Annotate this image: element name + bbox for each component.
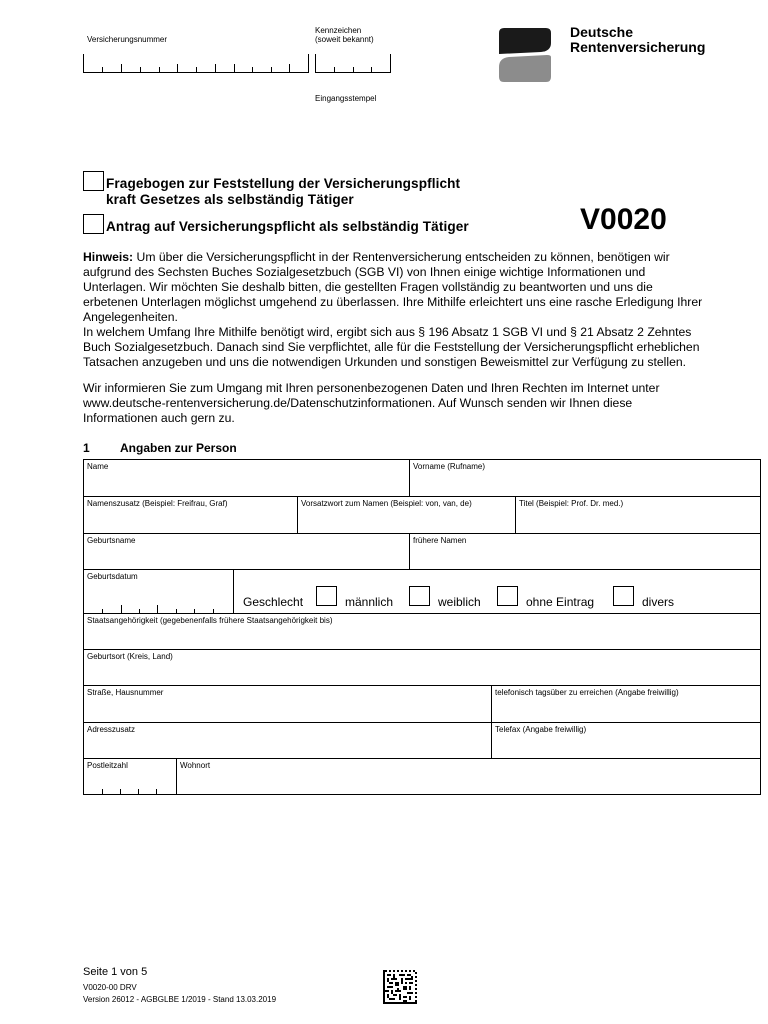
geschlecht-row [234,570,760,614]
intro-paragraph-1 [83,250,763,370]
personal-data-form [83,459,761,795]
intro-line-1 [83,250,763,265]
privacy-line: Wir informieren Sie zum Umgang mit Ihren personenbezogenen Daten und Ihren Rechten im Internet unter [83,381,660,395]
vorname-field[interactable] [410,460,760,497]
drv-logo [497,27,553,83]
postleitzahl-label: Postleitzahl [87,761,128,770]
intro-line: Angelegenheiten. [83,310,178,324]
ohne-eintrag-label: ohne Eintrag [526,595,595,609]
namenszusatz-field[interactable] [84,497,298,534]
logo-line-2: Rentenversicherung [570,39,706,55]
intro-line: Unterlagen. Wir möchten Sie deshalb bitten, die gestellten Fragen vollständig zu beantworten und uns die [83,280,653,294]
drv-logo-icon [497,27,553,83]
telefon-field[interactable] [492,686,760,723]
intro-line: In welchem Umfang Ihre Mithilfe benötigt wird, ergibt sich aus § 196 Absatz 1 SGB VI und § 21 Absatz 2 Zehntes [83,325,692,339]
geschlecht-label: Geschlecht [243,595,304,609]
weiblich-label: weiblich [438,595,481,609]
wohnort-label: Wohnort [180,761,211,770]
ohne-eintrag-checkbox[interactable] [497,586,518,606]
versicherungsnummer-field[interactable] [83,54,309,73]
geburtsdatum-comb [84,600,232,614]
telefax-label: Telefax (Angabe freiwillig) [495,725,587,734]
adresszusatz-label: Adresszusatz [87,725,136,734]
maennlich-label: männlich [345,595,394,609]
section-1-number: 1 [83,441,90,455]
geburtsdatum-field[interactable] [84,570,234,614]
name-label: Name [87,462,109,471]
geburtsort-field[interactable] [84,650,760,686]
form-id: V0020-00 DRV [83,983,137,992]
fragebogen-title [106,176,460,208]
wohnort-field[interactable] [177,759,760,794]
vorname-label: Vorname (Rufname) [413,462,486,471]
titel-field[interactable] [516,497,760,534]
privacy-line: www.deutsche-rentenversicherung.de/Datenschutzinformationen. Auf Wunsch senden wir Ihnen diese [83,396,633,410]
intro-line: Buch Sozialgesetzbuch. Danach sind Sie verpflichtet, alle für die Feststellung der Versicherungspflicht erheblichen [83,340,700,354]
fragebogen-title-line-2: kraft Gesetzes als selbständig Tätiger [106,192,354,207]
hinweis-label: Hinweis: [83,250,134,264]
name-field[interactable] [84,460,410,497]
kennzeichen-sub-label: (soweit bekannt) [315,35,374,44]
divers-checkbox[interactable] [613,586,634,606]
versicherungsnummer-label: Versicherungsnummer [87,35,168,44]
privacy-line: Informationen auch gern zu. [83,411,235,425]
version-info: Version 26012 - AGBGLBE 1/2019 - Stand 13.03.2019 [83,995,277,1004]
staatsangehoerigkeit-label: Staatsangehörigkeit (gegebenenfalls frühere Staatsangehörigkeit bis) [87,616,333,625]
strasse-label: Straße, Hausnummer [87,688,164,697]
intro-line: erbetenen Unterlagen möglichst umgehend zu überlassen. Ihre Mithilfe erleichtert uns eine rasche Erledigung Ihrer [83,295,703,309]
geburtsname-field[interactable] [84,534,410,570]
telefax-field[interactable] [492,723,760,759]
fragebogen-title-line-1: Fragebogen zur Feststellung der Versicherungspflicht [106,176,461,191]
vorsatzwort-field[interactable] [298,497,516,534]
fruehere-namen-label: frühere Namen [413,536,467,545]
titel-label: Titel (Beispiel: Prof. Dr. med.) [519,499,624,508]
kennzeichen-label: Kennzeichen [315,26,362,35]
geburtsort-label: Geburtsort (Kreis, Land) [87,652,173,661]
geburtsdatum-label: Geburtsdatum [87,572,138,581]
geburtsname-label: Geburtsname [87,536,136,545]
intro-line: Tatsachen anzugeben und uns die notwendigen Urkunden und sonstigen Beweismittel zur Verfügung zu stellen. [83,355,687,369]
fruehere-namen-field[interactable] [410,534,760,570]
staatsangehoerigkeit-field[interactable] [84,614,760,650]
eingangsstempel-label: Eingangsstempel [315,94,377,103]
intro-paragraph-2 [83,381,763,426]
fragebogen-checkbox[interactable] [83,171,104,191]
divers-label: divers [642,595,675,609]
postleitzahl-comb [84,784,176,794]
page-number: Seite 1 von 5 [83,966,148,978]
intro-line: aufgrund des Sechsten Buches Sozialgesetzbuch (SGB VI) von Ihnen einige wichtige Informationen und [83,265,646,279]
telefon-label: telefonisch tagsüber zu erreichen (Angabe freiwillig) [495,688,679,697]
adresszusatz-field[interactable] [84,723,492,759]
weiblich-checkbox[interactable] [409,586,430,606]
section-1-title: Angaben zur Person [120,441,237,455]
logo-text [570,25,705,55]
logo-line-1: Deutsche [570,24,634,40]
postleitzahl-field[interactable] [84,759,177,794]
intro-line-1-text: Um über die Versicherungspflicht in der Rentenversicherung entscheiden zu können, benötigen wir [133,250,670,264]
form-code: V0020 [580,203,667,236]
strasse-field[interactable] [84,686,492,723]
namenszusatz-label: Namenszusatz (Beispiel: Freifrau, Graf) [87,499,228,508]
datamatrix-barcode-icon [383,970,417,1004]
kennzeichen-field[interactable] [315,54,391,73]
antrag-checkbox[interactable] [83,214,104,234]
maennlich-checkbox[interactable] [316,586,337,606]
vorsatzwort-label: Vorsatzwort zum Namen (Beispiel: von, van, de) [301,499,472,508]
antrag-title: Antrag auf Versicherungspflicht als selbständig Tätiger [106,219,469,234]
